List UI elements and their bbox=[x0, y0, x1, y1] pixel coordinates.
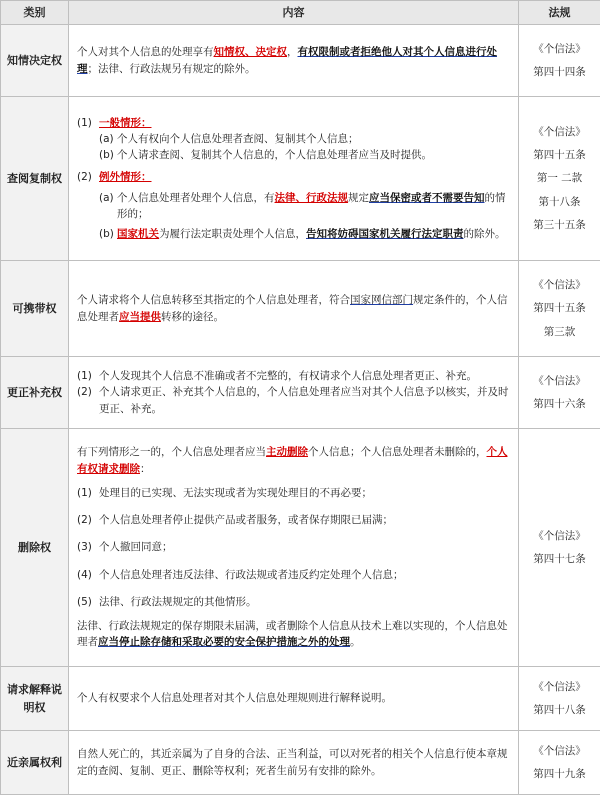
category-cell: 知情决定权 bbox=[1, 25, 69, 97]
list-item: (2) 个人请求更正、补充其个人信息的，个人信息处理者应当对其个人信息予以核实，并及时更正、补充。 bbox=[77, 386, 509, 415]
sub-item: (a) 个人有权向个人信息处理者查阅、复制其个人信息； bbox=[99, 132, 359, 145]
law-cell: 《个信法》 第四十七条 bbox=[519, 429, 600, 667]
content-cell: 个人请求将个人信息转移至其指定的个人信息处理者，符合国家网信部门规定条件的，个人信息处理者应当提供转移的途径。 bbox=[69, 261, 519, 357]
highlight-bold: 有权限制或者拒绝他人对其个人信息进行处理 bbox=[77, 46, 497, 75]
category-cell: 可携带权 bbox=[1, 261, 69, 357]
category-cell: 查阅复制权 bbox=[1, 97, 69, 261]
highlight-red: 知情权、决定权 bbox=[213, 46, 287, 59]
header-category: 类别 bbox=[1, 1, 69, 25]
content-cell: 自然人死亡的，其近亲属为了自身的合法、正当利益，可以对死者的相关个人信息行使本章规定的查阅、复制、更正、删除等权利；死者生前另有安排的除外。 bbox=[69, 731, 519, 795]
category-cell: 删除权 bbox=[1, 429, 69, 667]
law-cell: 《个信法》 第四十九条 bbox=[519, 731, 600, 795]
law-cell: 《个信法》 第四十六条 bbox=[519, 357, 600, 429]
table-row bbox=[1, 97, 600, 261]
table-row bbox=[1, 261, 600, 357]
list-item: (1) 一般情形： bbox=[77, 116, 152, 129]
header-law: 法规 bbox=[519, 1, 600, 25]
content-cell: 有下列情形之一的，个人信息处理者应当主动删除个人信息；个人信息处理者未删除的，个人有权请求删除： (1) 处理目的已实现、无法实现或者为实现处理目的不再必要； (2) 个人信息处理者停止提供产品或者服务，或者保存期限已届满； (3) 个人撤回同意； (4) 个人信息处理者违反法律、行政法规或者违反约定处理个人信息； (5) 法律、行政法规规定的其他情形。 法律、行政法规规定的保存期限未届满，或者删除个人信息从技术上难以实现的，个人信息处理者应当停止除存储和采取必要的安全保护措施之外的处理。 bbox=[69, 429, 519, 667]
list-item: (1) 个人发现其个人信息不准确或者不完整的，有权请求个人信息处理者更正、补充。 bbox=[77, 370, 477, 383]
table-row bbox=[1, 25, 600, 97]
table-row bbox=[1, 429, 600, 667]
list-item: (4) 个人信息处理者违反法律、行政法规或者违反约定处理个人信息； bbox=[77, 568, 404, 581]
law-cell: 《个信法》 第四十五条 第一 二款 第十八条 第三十五条 bbox=[519, 97, 600, 261]
law-cell: 《个信法》 第四十五条 第三款 bbox=[519, 261, 600, 357]
table-row bbox=[1, 731, 600, 795]
list-item: (2) 例外情形： bbox=[77, 171, 152, 184]
content-cell: 个人对其个人信息的处理享有知情权、决定权，有权限制或者拒绝他人对其个人信息进行处理；法律、行政法规另有规定的除外。 bbox=[69, 25, 519, 97]
sub-item: (b) 国家机关为履行法定职责处理个人信息，告知将妨碍国家机关履行法定职责的除外。 bbox=[99, 228, 506, 241]
sub-item: (b) 个人请求查阅、复制其个人信息的，个人信息处理者应当及时提供。 bbox=[99, 149, 432, 162]
content-cell bbox=[69, 357, 519, 429]
law-cell: 《个信法》 第四十四条 bbox=[519, 25, 600, 97]
category-cell: 近亲属权利 bbox=[1, 731, 69, 795]
list-item: (5) 法律、行政法规规定的其他情形。 bbox=[77, 595, 257, 608]
header-content: 内容 bbox=[69, 1, 519, 25]
header-row bbox=[1, 1, 600, 25]
list-item: (2) 个人信息处理者停止提供产品或者服务，或者保存期限已届满； bbox=[77, 514, 393, 527]
category-cell: 请求解释说明权 bbox=[1, 667, 69, 731]
category-cell: 更正补充权 bbox=[1, 357, 69, 429]
table-row bbox=[1, 667, 600, 731]
list-item: (1) 处理目的已实现、无法实现或者为实现处理目的不再必要； bbox=[77, 486, 372, 499]
list-item: (3) 个人撤回同意； bbox=[77, 541, 173, 554]
sub-item: (a) 个人信息处理者处理个人信息，有法律、行政法规规定应当保密或者不需要告知的情形的； bbox=[99, 191, 506, 220]
table-row bbox=[1, 357, 600, 429]
law-cell: 《个信法》 第四十八条 bbox=[519, 667, 600, 731]
content-cell bbox=[69, 97, 519, 261]
content-cell: 个人有权要求个人信息处理者对其个人信息处理规则进行解释说明。 bbox=[69, 667, 519, 731]
